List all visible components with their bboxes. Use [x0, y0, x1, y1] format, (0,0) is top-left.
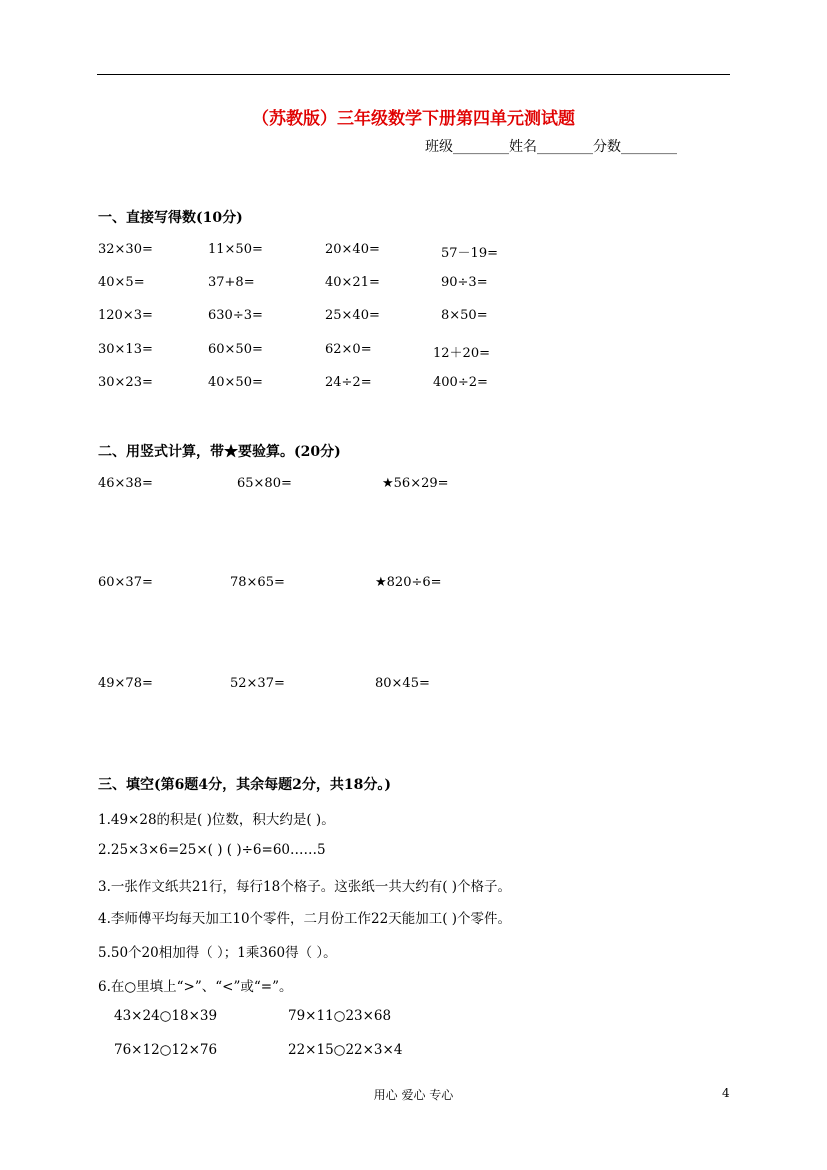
column-calc-item: 65×80= [237, 476, 292, 491]
arithmetic-item: 90÷3= [441, 275, 488, 290]
column-calc-item: 49×78= [98, 676, 153, 691]
section-heading-2: 二、用竖式计算，带★要验算。(20分) [98, 444, 341, 460]
section-heading-1: 一、直接写得数(10分) [98, 210, 243, 226]
column-calc-item: 80×45= [375, 676, 430, 691]
fill-blank-question: 1.49×28的积是( )位数，积大约是( )。 [98, 812, 335, 828]
arithmetic-item: 12＋20= [433, 346, 490, 361]
arithmetic-item: 60×50= [208, 342, 263, 357]
arithmetic-item: 30×23= [98, 375, 153, 390]
fill-blank-question: 6.在○里填上“>”、“<”或“=”。 [98, 979, 293, 995]
column-calc-item: 52×37= [230, 676, 285, 691]
page-number: 4 [722, 1086, 730, 1100]
arithmetic-item: 11×50= [208, 242, 263, 257]
arithmetic-item: 20×40= [325, 242, 380, 257]
footer-motto: 用心 爱心 专心 [373, 1088, 454, 1102]
arithmetic-item: 62×0= [325, 342, 372, 357]
arithmetic-item: 25×40= [325, 308, 380, 323]
arithmetic-item: 120×3= [98, 308, 153, 323]
comparison-item: 43×24○18×39 [114, 1008, 218, 1024]
column-calc-item: 46×38= [98, 476, 153, 491]
column-calc-item: 60×37= [98, 575, 153, 590]
arithmetic-item: 24÷2= [325, 375, 372, 390]
arithmetic-item: 40×21= [325, 275, 380, 290]
comparison-item: 22×15○22×3×4 [288, 1042, 403, 1058]
fill-blank-question: 2.25×3×6=25×( ) ( )÷6=60……5 [98, 842, 326, 858]
column-calc-item: ★56×29= [382, 476, 449, 491]
student-info-line: 班级________姓名________分数________ [425, 139, 677, 155]
header-rule [97, 74, 730, 75]
fill-blank-question: 5.50个20相加得（ ）；1乘360得（ ）。 [98, 945, 337, 961]
page-title: （苏教版）三年级数学下册第四单元测试题 [252, 109, 575, 129]
section-heading-3: 三、填空(第6题4分，其余每题2分，共18分。) [98, 777, 391, 793]
arithmetic-item: 37+8= [208, 275, 255, 290]
comparison-item: 76×12○12×76 [114, 1042, 218, 1058]
arithmetic-item: 630÷3= [208, 308, 263, 323]
arithmetic-item: 400÷2= [433, 375, 488, 390]
arithmetic-item: 40×5= [98, 275, 145, 290]
arithmetic-item: 57－19= [441, 246, 498, 261]
comparison-item: 79×11○23×68 [288, 1008, 392, 1024]
arithmetic-item: 40×50= [208, 375, 263, 390]
column-calc-item: ★820÷6= [375, 575, 442, 590]
fill-blank-question: 3.一张作文纸共21行，每行18个格子。这张纸一共大约有( )个格子。 [98, 879, 512, 895]
arithmetic-item: 32×30= [98, 242, 153, 257]
arithmetic-item: 30×13= [98, 342, 153, 357]
column-calc-item: 78×65= [230, 575, 285, 590]
fill-blank-question: 4.李师傅平均每天加工10个零件，二月份工作22天能加工( )个零件。 [98, 911, 512, 927]
arithmetic-item: 8×50= [441, 308, 488, 323]
